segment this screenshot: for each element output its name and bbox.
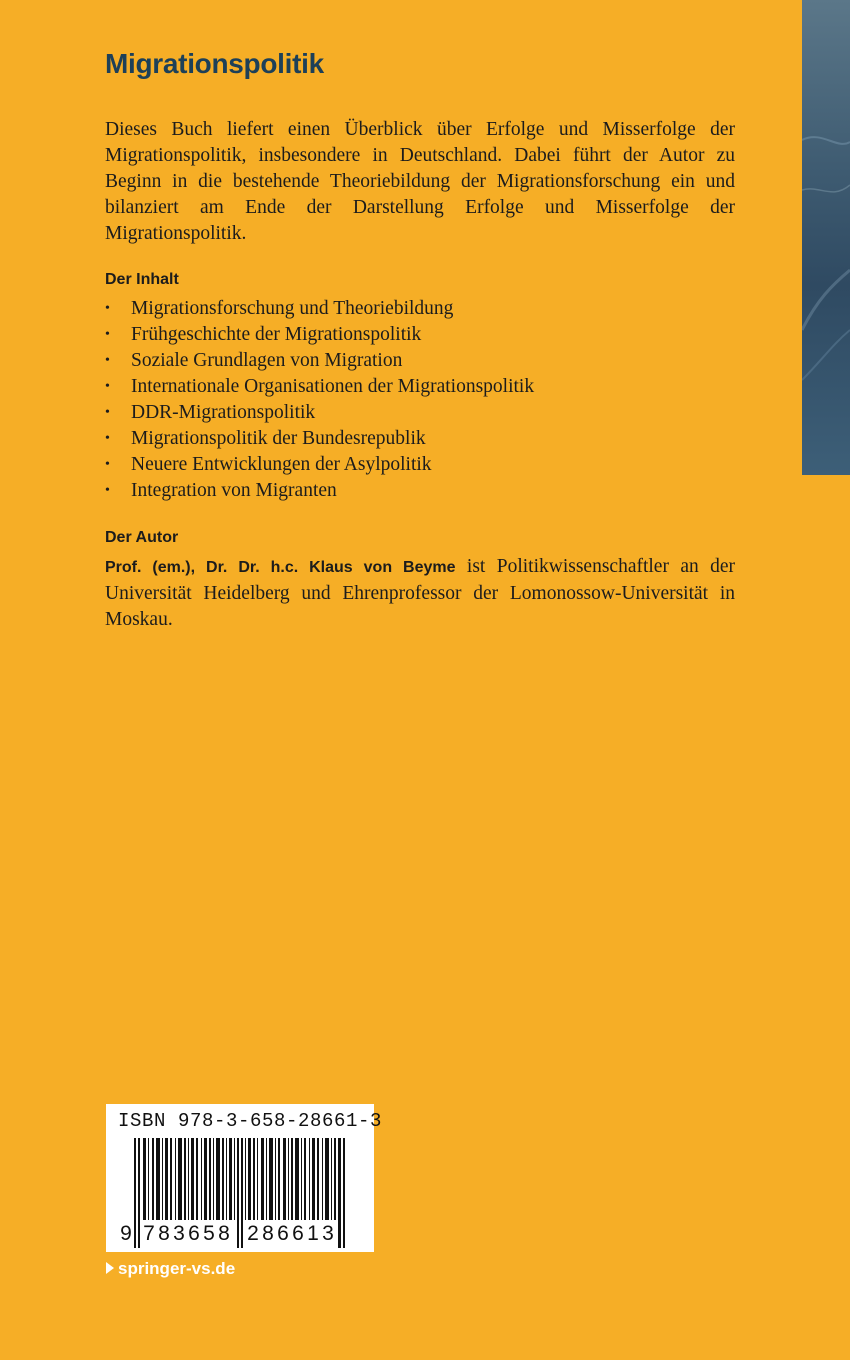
- barcode-digit: 3: [173, 1222, 185, 1245]
- list-item-label: Neuere Entwicklungen der Asylpolitik: [131, 454, 432, 475]
- contents-heading: Der Inhalt: [105, 271, 179, 288]
- contents-list: [105, 296, 534, 504]
- list-item: [105, 400, 534, 426]
- bullet-icon: •: [105, 405, 110, 420]
- publisher-link[interactable]: [106, 1259, 235, 1279]
- bullet-icon: •: [105, 483, 110, 498]
- barcode-digit: 1: [307, 1222, 319, 1245]
- barcode-digit: 8: [158, 1222, 170, 1245]
- barcode-digit: 6: [292, 1222, 304, 1245]
- bullet-icon: •: [105, 431, 110, 446]
- bullet-icon: •: [105, 379, 110, 394]
- publisher-website: springer-vs.de: [118, 1259, 236, 1278]
- list-item: [105, 322, 534, 348]
- author-heading: Der Autor: [105, 529, 179, 546]
- barcode-digit: 9: [120, 1222, 132, 1245]
- author-name: Prof. (em.), Dr. Dr. h.c. Klaus von Beyme: [105, 559, 456, 576]
- list-item: [105, 348, 534, 374]
- barcode-digit: 2: [247, 1222, 259, 1245]
- list-item-label: Internationale Organisationen der Migrationspolitik: [131, 376, 535, 397]
- barcode-digit: 6: [188, 1222, 200, 1245]
- list-item-label: Migrationspolitik der Bundesrepublik: [131, 428, 426, 449]
- barcode-digit: 8: [218, 1222, 230, 1245]
- list-item: [105, 452, 534, 478]
- list-item-label: DDR-Migrationspolitik: [131, 402, 316, 423]
- list-item: [105, 374, 534, 400]
- bullet-icon: •: [105, 457, 110, 472]
- bullet-icon: •: [105, 353, 110, 368]
- barcode-digit: 7: [143, 1222, 155, 1245]
- list-item: [105, 296, 534, 322]
- book-title: Migrationspolitik: [105, 48, 324, 79]
- bullet-icon: •: [105, 327, 110, 342]
- barcode-digit: 3: [322, 1222, 334, 1245]
- list-item-label: Soziale Grundlagen von Migration: [131, 350, 403, 371]
- list-item: [105, 426, 534, 452]
- barcode-digit: 8: [262, 1222, 274, 1245]
- list-item: [105, 478, 534, 504]
- list-item-label: Integration von Migranten: [131, 480, 337, 501]
- isbn-label: ISBN 978-3-658-28661-3: [118, 1110, 383, 1132]
- list-item-label: Frühgeschichte der Migrationspolitik: [131, 324, 422, 345]
- cover-spine-image: [802, 0, 850, 475]
- author-description: ist Politikwissenschaftler an der Universität Heidelberg und Ehrenprofessor der Lomonossow-Universität in Moskau.: [105, 556, 736, 630]
- triangle-right-icon: [106, 1262, 114, 1274]
- author-bio: [105, 554, 735, 633]
- book-description: Dieses Buch liefert einen Überblick über Erfolge und Misserfolge der Migrationspolitik, insbesondere in Deutschland. Dabei führt der Autor zu Beginn in die bestehende Theoriebildung der Migrationsforschung ein und bilanziert am Ende der Darstellung Erfolge und Misserfolge der Migrationspolitik.: [105, 119, 735, 244]
- barcode-digit: 6: [277, 1222, 289, 1245]
- isbn-barcode: [106, 1104, 383, 1252]
- bullet-icon: •: [105, 301, 110, 316]
- list-item-label: Migrationsforschung und Theoriebildung: [131, 298, 454, 319]
- barcode-digit: 5: [203, 1222, 215, 1245]
